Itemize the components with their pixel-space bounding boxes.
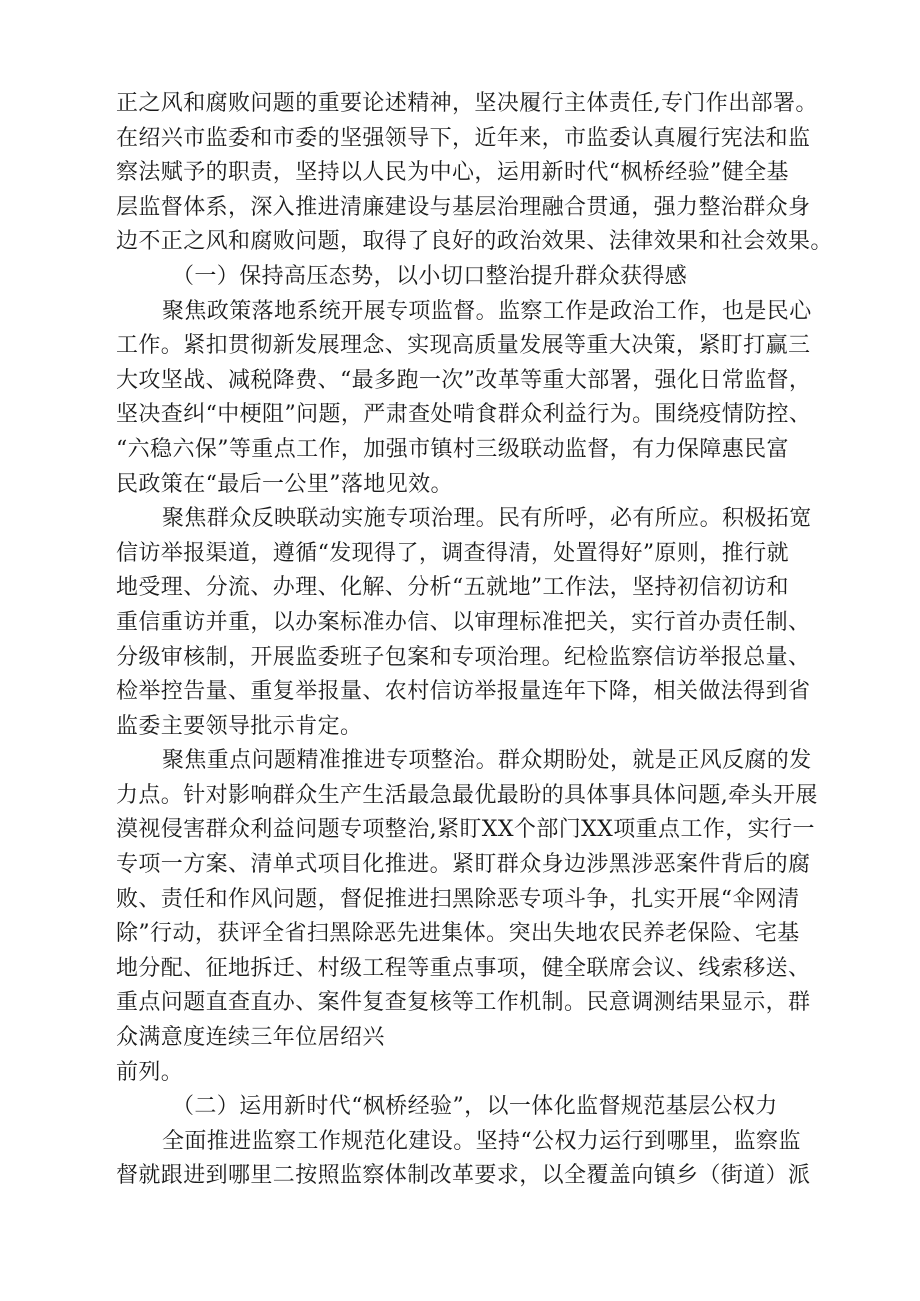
text-line: 除”行动，获评全省扫黑除恶先进集体。突出失地农民养老保险、宅基 <box>116 921 800 947</box>
text-line: 聚焦政策落地系统开展专项监督。监察工作是政治工作，也是民心 <box>162 298 812 324</box>
text-line: 信访举报渠道，遵循“发现得了，调查得清，处置得好”原则，推行就 <box>116 540 789 566</box>
text-line: 坚决查纠“中梗阻”问题，严肃查处啃食群众利益行为。围绕疫情防控、 <box>116 402 812 428</box>
text-line: 监委主要领导批示肯定。 <box>116 713 363 739</box>
text-line: 督就跟进到哪里二按照监察体制改革要求，以全覆盖向镇乡（街道）派 <box>116 1163 811 1189</box>
text-line: 漠视侵害群众利益问题专项整治,紧盯XX个部门XX项重点工作，实行一 <box>116 817 815 843</box>
text-line: 败、责任和作风问题，督促推进扫黑除恶专项斗争，扎实开展“伞网清 <box>116 886 800 912</box>
text-line: 工作。紧扣贯彻新发展理念、实现高质量发展等重大决策，紧盯打赢三 <box>116 333 811 359</box>
text-line: 专项一方案、清单式项目化推进。紧盯群众身边涉黑涉恶案件背后的腐 <box>116 852 811 878</box>
document-body <box>116 87 833 1194</box>
text-line: 地分配、征地拆迁、村级工程等重点事项，健全联席会议、线索移送、 <box>116 955 811 981</box>
text-line: 正之风和腐败问题的重要论述精神，坚决履行主体责任,专门作出部署。 <box>116 91 818 116</box>
text-line: 全面推进监察工作规范化建设。坚持“公权力运行到哪里，监察监 <box>162 1128 801 1154</box>
text-line: 层监督体系，深入推进清廉建设与基层治理融合贯通，强力整治群众身 <box>116 194 811 220</box>
section-heading-2: （二）运用新时代“枫桥经验”，以一体化监督规范基层公权力 <box>172 1094 778 1120</box>
text-line: 大攻坚战、减税降费、“最多跑一次”改革等重大部署，强化日常监督， <box>116 367 812 393</box>
text-line: 前列。 <box>116 1059 184 1085</box>
text-line: 力点。针对影响群众生产生活最急最优最盼的具体事具体问题,牵头开展 <box>116 782 818 808</box>
text-line: 地受理、分流、办理、化解、分析“五就地”工作法，坚持初信初访和 <box>116 575 789 601</box>
text-line: 重点问题直查直办、案件复查复核等工作机制。民意调测结果显示，群 <box>116 990 811 1016</box>
text-line: 民政策在“最后一公里”落地见效。 <box>116 471 453 497</box>
text-line: 聚焦重点问题精准推进专项整治。群众期盼处，就是正风反腐的发 <box>162 748 812 774</box>
text-line: 边不正之风和腐败问题，取得了良好的政治效果、法律效果和社会效果。 <box>116 229 833 255</box>
text-line: 聚焦群众反映联动实施专项治理。民有所呼，必有所应。积极拓宽 <box>162 506 812 532</box>
text-line: 分级审核制，开展监委班子包案和专项治理。纪检监察信访举报总量、 <box>116 644 811 670</box>
text-line: “六稳六保”等重点工作，加强市镇村三级联动监督，有力保障惠民富 <box>116 436 789 462</box>
section-heading-1: （一）保持高压态势，以小切口整治提升群众获得感 <box>172 263 688 289</box>
text-line: 重信重访并重，以办案标准办信、以审理标准把关，实行首办责任制、 <box>116 609 811 635</box>
text-line: 检举控告量、重复举报量、农村信访举报量连年下降，相关做法得到省 <box>116 679 811 705</box>
text-line: 众满意度连续三年位居绍兴 <box>116 1025 385 1051</box>
text-line: 察法赋予的职责，坚持以人民为中心，运用新时代“枫桥经验”健全基 <box>116 160 789 186</box>
text-line: 在绍兴市监委和市委的坚强领导下，近年来，市监委认真履行宪法和监 <box>116 125 811 151</box>
